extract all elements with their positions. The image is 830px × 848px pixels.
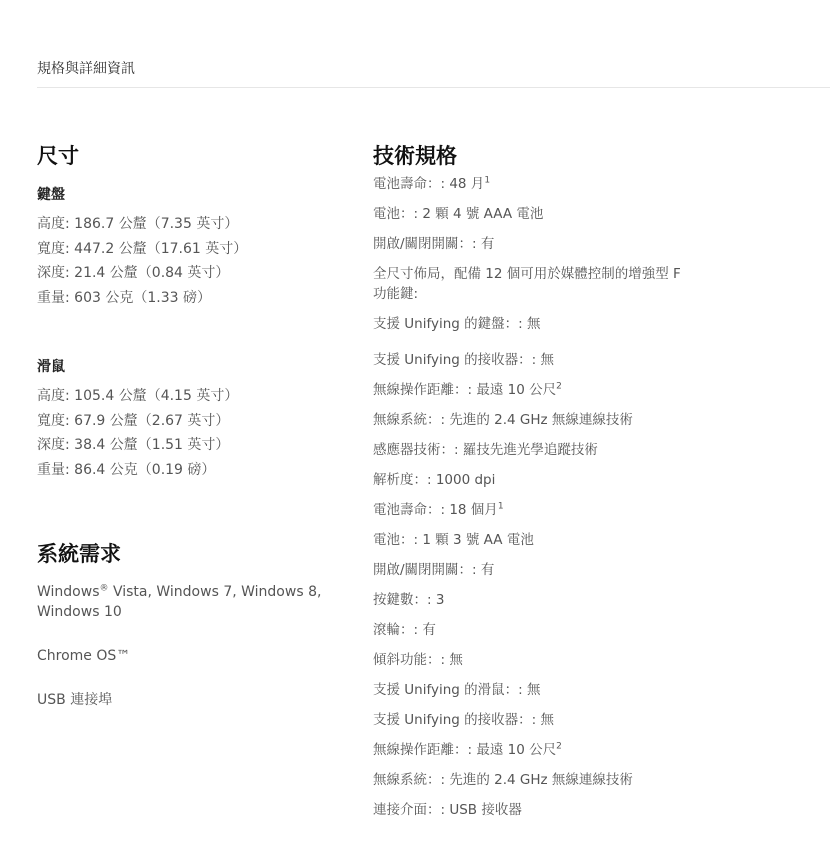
mouse-width: 寬度: 67.9 公釐（2.67 英寸） <box>37 412 230 429</box>
right-column <box>373 140 693 820</box>
mouse-heading: 滑鼠 <box>37 359 65 375</box>
specs-page-title: 規格與詳細資訊 <box>37 61 135 77</box>
spec-row <box>373 620 693 640</box>
spec-row <box>373 770 693 790</box>
footnote-marker: 1 <box>484 175 491 186</box>
spec-row-text: 電池壽命：: 48 月 <box>373 176 485 192</box>
spec-row <box>373 530 693 550</box>
system-requirements-heading: 系統需求 <box>37 542 121 566</box>
spec-row <box>373 470 693 490</box>
spec-row <box>373 380 693 400</box>
spec-row-text: 電池：: 2 顆 4 號 AAA 電池 <box>373 206 544 222</box>
spec-row-text: 全尺寸佈局，配備 12 個可用於媒體控制的增強型 F 功能鍵: <box>373 266 681 302</box>
specs-header <box>37 58 830 88</box>
spec-row-text: 按鍵數：: 3 <box>373 592 445 608</box>
mouse-height: 高度: 105.4 公釐（4.15 英寸） <box>37 388 239 404</box>
spec-row-text: 支援 Unifying 的接收器：: 無 <box>373 712 554 728</box>
keyboard-dimensions <box>37 184 347 310</box>
spec-row-text: 無線操作距離：: 最遠 10 公尺 <box>373 742 557 758</box>
spec-row <box>373 204 693 224</box>
mouse-dimensions <box>37 356 347 482</box>
mouse-weight: 重量: 86.4 公克（0.19 磅） <box>37 461 216 478</box>
spec-row <box>373 174 693 194</box>
spec-row <box>373 590 693 610</box>
keyboard-width: 寬度: 447.2 公釐（17.61 英寸） <box>37 240 248 257</box>
tech-specs-list <box>373 174 693 820</box>
spec-row-text: 無線系統：: 先進的 2.4 GHz 無線連線技術 <box>373 772 633 788</box>
left-column <box>37 140 347 710</box>
dimensions-heading: 尺寸 <box>37 144 79 168</box>
sys-req-chrome-os: Chrome OS™ <box>37 648 131 664</box>
spec-row-text: 解析度：: 1000 dpi <box>373 472 496 488</box>
spec-row <box>373 264 693 304</box>
spec-row-text: 電池：: 1 顆 3 號 AA 電池 <box>373 532 534 548</box>
spec-row-text: 支援 Unifying 的滑鼠：: 無 <box>373 682 541 698</box>
footnote-marker: 1 <box>497 501 504 512</box>
spec-row-text: 開啟/關閉開關：: 有 <box>373 562 495 578</box>
spec-row <box>373 314 693 334</box>
spec-row <box>373 800 693 820</box>
spec-row <box>373 560 693 580</box>
system-requirements <box>37 538 347 710</box>
spec-row-text: 無線系統：: 先進的 2.4 GHz 無線連線技術 <box>373 412 633 428</box>
spec-row-text: 支援 Unifying 的鍵盤：: 無 <box>373 316 541 332</box>
keyboard-weight: 重量: 603 公克（1.33 磅） <box>37 289 211 306</box>
spec-row-text: 電池壽命：: 18 個月 <box>373 502 498 518</box>
sys-req-windows-name: Windows <box>37 584 100 600</box>
keyboard-depth: 深度: 21.4 公釐（0.84 英寸） <box>37 265 230 281</box>
spec-row <box>373 680 693 700</box>
spec-row-text: 無線操作距離：: 最遠 10 公尺 <box>373 382 557 398</box>
footnote-marker: 2 <box>556 381 562 392</box>
spec-row <box>373 350 693 370</box>
spec-row-text: 滾輪：: 有 <box>373 622 436 638</box>
footnote-marker: 2 <box>556 741 562 752</box>
spec-row <box>373 440 693 460</box>
mouse-depth: 深度: 38.4 公釐（1.51 英寸） <box>37 437 230 453</box>
keyboard-heading: 鍵盤 <box>37 187 65 203</box>
spec-row <box>373 710 693 730</box>
spec-row-text: 連接介面：: USB 接收器 <box>373 802 522 818</box>
spec-row <box>373 500 693 520</box>
spec-row-text: 支援 Unifying 的接收器：: 無 <box>373 352 554 368</box>
keyboard-height: 高度: 186.7 公釐（7.35 英寸） <box>37 216 239 232</box>
spec-row <box>373 740 693 760</box>
spec-row-text: 傾斜功能：: 無 <box>373 652 463 668</box>
sys-req-windows-versions: Vista, Windows 7, Windows 8, Windows 10 <box>37 584 322 620</box>
spec-row <box>373 410 693 430</box>
spec-row <box>373 650 693 670</box>
tech-specs-heading: 技術規格 <box>373 144 457 168</box>
spec-row-text: 開啟/關閉開關：: 有 <box>373 236 495 252</box>
spec-row <box>373 234 693 254</box>
registered-mark: ® <box>99 583 109 594</box>
sys-req-windows <box>37 582 347 622</box>
sys-req-usb-port: USB 連接埠 <box>37 692 113 708</box>
spec-row-text: 感應器技術：: 羅技先進光學追蹤技術 <box>373 442 598 458</box>
